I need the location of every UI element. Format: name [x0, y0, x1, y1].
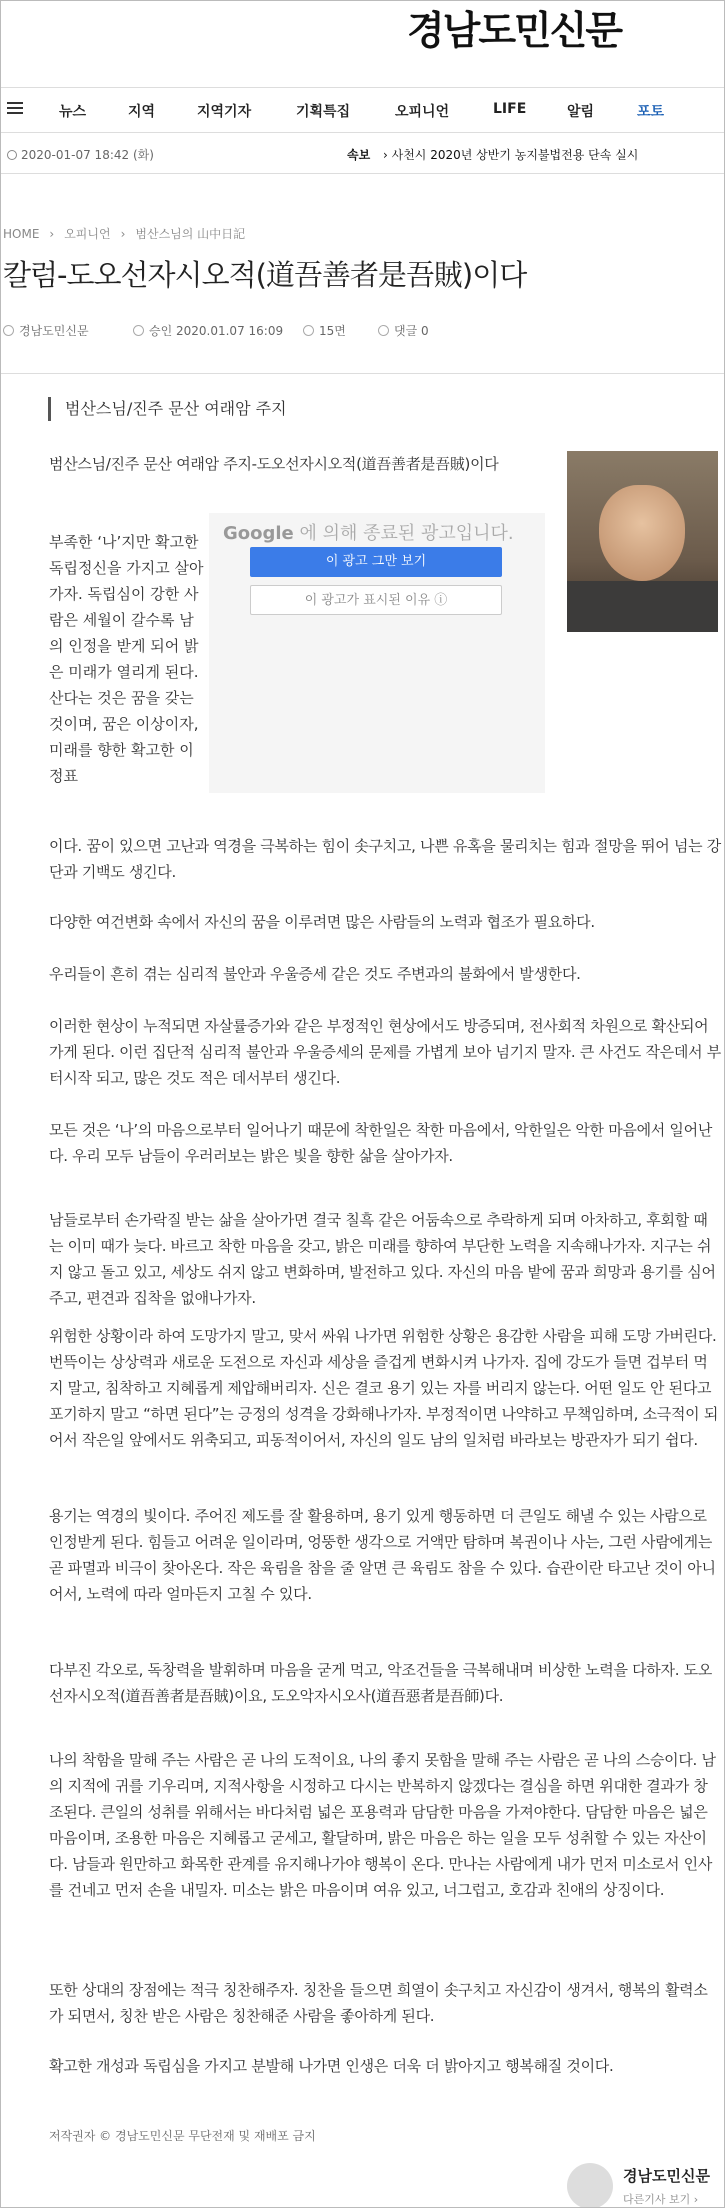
nav-item-feature[interactable]: 기획특집	[296, 104, 351, 120]
article-lead: 범산스님/진주 문산 여래암 주지-도오선자시오적(道吾善者是吾賊)이다	[49, 455, 499, 473]
nav-item-life[interactable]: LIFE	[493, 101, 527, 117]
breadcrumb-separator: ›	[120, 227, 126, 241]
paragraph-11: 또한 상대의 장점에는 적극 칭찬해주자. 칭찬을 들으면 희열이 솟구치고 자신감이 생겨서, 행복의 활력소가 되면서, 칭찬 받은 사람은 칭찬해준 사람을 좋아하게 된다.	[49, 1981, 708, 2025]
hamburger-menu-icon[interactable]	[7, 99, 23, 119]
nav-item-photo[interactable]: 포토	[637, 104, 665, 120]
breadcrumb	[3, 225, 255, 242]
divider	[1, 373, 725, 374]
stop-ad-button[interactable]: 이 광고 그만 보기	[250, 547, 502, 577]
author-photo	[567, 451, 718, 632]
nav-item-news[interactable]: 뉴스	[59, 104, 87, 120]
meta-page	[303, 322, 346, 339]
paragraph-10: 나의 착함을 말해 주는 사람은 곧 나의 도적이요, 나의 좋지 못함을 말해 주는 사람은 곧 나의 스승이다. 남의 지적에 귀를 기우리며, 지적사항을 시정하고 다시는 반복하지 않겠다는 결심을 하면 위대한 결과가 창조된다. 큰일의 성취를 위해서는 바다처럼 넓은 포용력과 담담한 마음을 가져야한다. 담담한 마음은 넓은 마음이며, 조용한 마음은 지혜롭고 굳세고, 활달하며, 밝은 마음은 하는 일을 모두 성취할 수 있는 자산이다. 남들과 원만하고 화목한 관계를 유지해나가야 행복이 온다. 만나는 사람에게 내가 먼저 미소로서 인사를 건네고 먼저 손을 내밀자. 미소는 밝은 마음이며 여유 있고, 너그럽고, 호감과 친애의 상징이다.	[49, 1751, 716, 1899]
comments-text: 댓글 0	[394, 324, 429, 338]
news-ticker	[1, 134, 725, 174]
clock-icon	[133, 325, 144, 336]
article-byline: 범산스님/진주 문산 여래암 주지	[48, 397, 287, 421]
user-icon	[3, 325, 14, 336]
face-image	[599, 485, 685, 581]
clock-icon	[7, 150, 17, 160]
reporter-name[interactable]: 경남도민신문	[623, 2167, 710, 2185]
wrapped-paragraph: 부족한 ‘나’지만 확고한 독립정신을 가지고 살아가자. 독립심이 강한 사람은 세월이 갈수록 남의 인정을 받게 되어 밝은 미래가 열리게 된다. 산다는 것은 꿈을 갖는 것이며, 꿈은 이상이자, 미래를 향한 확고한 이정표	[49, 533, 204, 785]
paragraph-6: 남들로부터 손가락질 받는 삶을 살아가면 결국 칠흑 같은 어둠속으로 추락하게 되며 아차하고, 후회할 때는 이미 때가 늦다. 바르고 착한 마음을 갖고, 밝은 미래를 향하여 부단한 노력을 지속해나가자. 지구는 쉬지 않고 돌고 있고, 세상도 쉬지 않고 변화하며, 발전하고 있다. 자신의 마음 밭에 꿈과 희망과 용기를 심어주고, 편견과 집착을 없애나가자.	[49, 1211, 716, 1307]
paragraph-9: 다부진 각오로, 독창력을 발휘하며 마음을 굳게 먹고, 악조건들을 극복해내며 비상한 노력을 다하자. 도오선자시오적(道吾善者是吾賊)이요, 도오악자시오사(道吾惡者是吾師)다.	[49, 1661, 713, 1705]
reporter-avatar	[567, 2163, 613, 2208]
article-title: 칼럼-도오선자시오적(道吾善者是吾賊)이다	[3, 258, 527, 292]
date-text: 2020-01-07 18:42 (화)	[21, 148, 154, 162]
page-text: 15면	[319, 324, 346, 338]
meta-approved	[133, 322, 283, 339]
copyright-notice: 저작권자 © 경남도민신문 무단전재 및 재배포 금지	[49, 2129, 316, 2143]
current-date	[7, 146, 154, 163]
breadcrumb-opinion[interactable]: 오피니언	[64, 227, 111, 241]
nav-item-reporter[interactable]: 지역기자	[197, 104, 252, 120]
paragraph-12: 확고한 개성과 독립심을 가지고 분발해 나가면 인생은 더욱 더 밝아지고 행복해질 것이다.	[49, 2057, 614, 2075]
more-articles-link[interactable]: 다른기사 보기 ›	[623, 2193, 699, 2206]
paragraph-3: 우리들이 흔히 겪는 심리적 불안과 우울증세 같은 것도 주변과의 불화에서 발생한다.	[49, 965, 581, 983]
robe-image	[567, 581, 718, 632]
breadcrumb-section[interactable]: 범산스님의 山中日記	[135, 227, 246, 241]
breadcrumb-home[interactable]: HOME	[3, 227, 40, 241]
why-ad-button[interactable]: 이 광고가 표시된 이유 ⓘ	[250, 585, 502, 615]
breaking-label: 속보	[347, 148, 371, 162]
breaking-headline[interactable]: › 사천시 2020년 상반기 농지불법전용 단속 실시	[383, 148, 639, 162]
meta-author	[3, 322, 89, 339]
nav-item-notice[interactable]: 알림	[567, 104, 595, 120]
paragraph-7: 위험한 상황이라 하여 도망가지 말고, 맞서 싸워 나가면 위험한 상황은 용감한 사람을 피해 도망 가버린다. 번뜩이는 상상력과 새로운 도전으로 자신과 세상을 즐겁게 변화시켜 나가자. 집에 강도가 들면 겁부터 먹지 말고, 침착하고 지혜롭게 제압해버리자. 신은 결코 용기 있는 자를 버리지 않는다. 어떤 일도 안 된다고 포기하지 말고 “하면 된다”는 긍정의 성격을 강화해나가자. 부정적이면 나약하고 무책임하며, 소극적이 되어서 작은일 앞에서도 위축되고, 피동적이어서, 자신의 일도 남의 일처럼 바라보는 방관자가 되기 쉽다.	[49, 1327, 719, 1449]
site-logo[interactable]: 경남도민신문	[407, 9, 622, 54]
page-icon	[303, 325, 314, 336]
nav-item-region[interactable]: 지역	[128, 104, 156, 120]
nav-item-opinion[interactable]: 오피니언	[395, 104, 450, 120]
google-label: Google	[223, 523, 294, 544]
ad-slot	[209, 513, 545, 793]
paragraph-2: 다양한 여건변화 속에서 자신의 꿈을 이루려면 많은 사람들의 노력과 협조가 필요하다.	[49, 913, 595, 931]
paragraph-5: 모든 것은 ‘나’의 마음으로부터 일어나기 때문에 착한일은 착한 마음에서, 악한일은 악한 마음에서 일어난다. 우리 모두 남들이 우러러보는 밝은 빛을 향한 삶을 살아가자.	[49, 1121, 713, 1165]
paragraph-4: 이러한 현상이 누적되면 자살률증가와 같은 부정적인 현상에서도 방증되며, 전사회적 차원으로 확산되어 가게 된다. 이런 집단적 심리적 불안과 우울증세의 문제를 가볍게 보아 넘기지 말자. 큰 사건도 작은데서 부터시작 되고, 많은 것도 적은 데서부터 생긴다.	[49, 1017, 721, 1087]
main-nav	[1, 87, 725, 133]
ad-closed-notice	[223, 519, 514, 545]
meta-comments[interactable]	[378, 322, 429, 339]
paragraph-8: 용기는 역경의 빛이다. 주어진 제도를 잘 활용하며, 용기 있게 행동하면 더 큰일도 해낼 수 있는 사람으로 인정받게 된다. 힘들고 어려운 일이라며, 엉뚱한 생각으로 거액만 탐하며 복권이나 사는, 그런 사람에게는 곧 파멸과 비극이 찾아온다. 작은 육림을 참을 줄 알면 큰 육림도 참을 수 있다. 습관이란 타고난 것이 아니어서, 노력에 따라 얼마든지 고칠 수 있다.	[49, 1507, 716, 1603]
paragraph-1: 이다. 꿈이 있으면 고난과 역경을 극복하는 힘이 솟구치고, 나쁜 유혹을 물리치는 힘과 절망을 뛰어 넘는 강단과 기백도 생긴다.	[49, 837, 721, 881]
author-text: 경남도민신문	[19, 324, 89, 338]
ad-closed-text: 에 의해 종료된 광고입니다.	[293, 523, 514, 544]
approved-text: 승인 2020.01.07 16:09	[149, 324, 284, 338]
comment-icon	[378, 325, 389, 336]
breadcrumb-separator: ›	[49, 227, 55, 241]
